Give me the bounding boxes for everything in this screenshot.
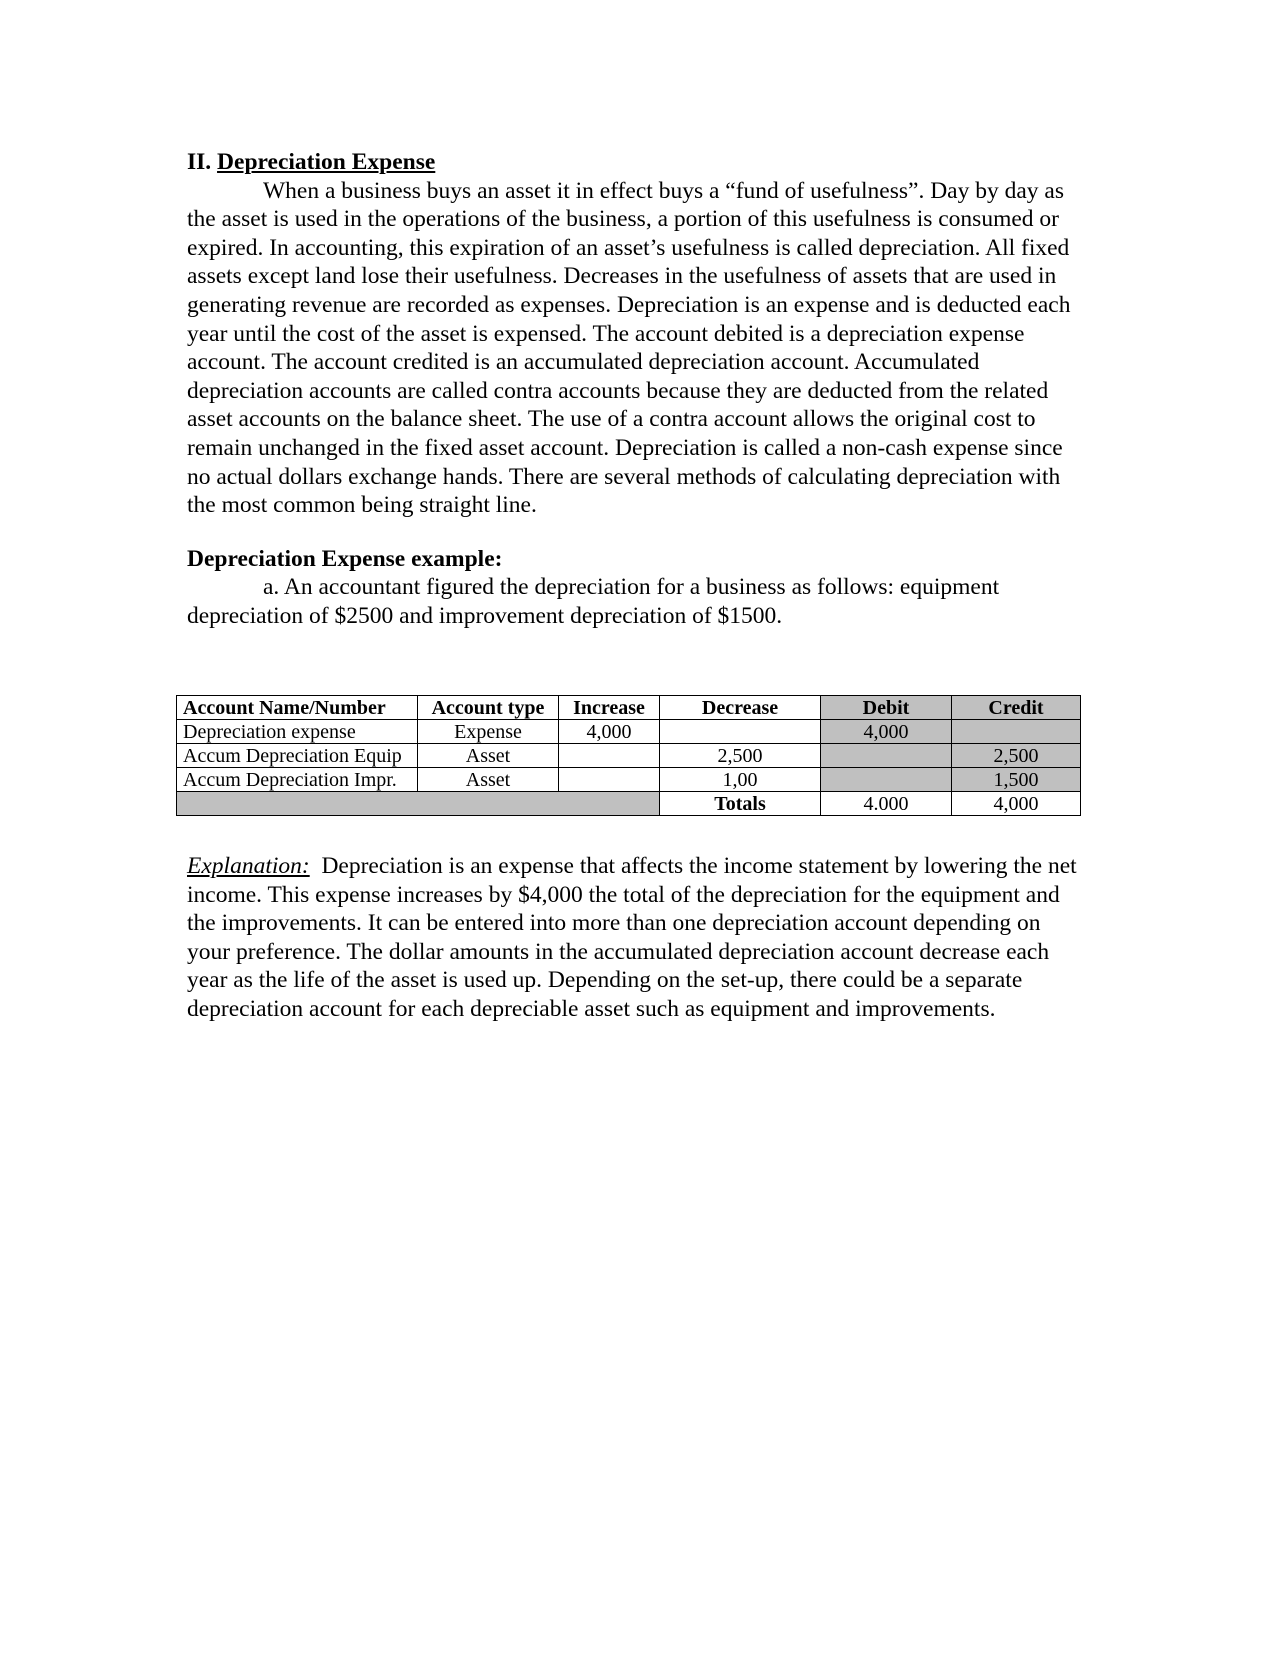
cell-credit [952, 720, 1081, 744]
totals-label: Totals [660, 792, 821, 816]
table-header-row [177, 696, 1081, 720]
totals-debit: 4.000 [821, 792, 952, 816]
section-number: II. [187, 149, 212, 175]
cell-increase [559, 768, 660, 792]
totals-credit: 4,000 [952, 792, 1081, 816]
cell-credit: 1,500 [952, 768, 1081, 792]
table-row [177, 744, 1081, 768]
section-title: Depreciation Expense [217, 149, 436, 175]
explanation-text: Depreciation is an expense that affects the income statement by lowering the net income. This expense increases by $4,000 the total of the depreciation for the equipment and the improvements. It can be entered into more than one depreciation account depending on your preference. The dollar amounts in the accumulated depreciation account decrease each year as the life of the asset is used up. Depending on the set-up, there could be a separate depreciation account for each depreciable asset such as equipment and improvements. [187, 853, 1077, 1022]
header-credit: Credit [952, 696, 1081, 720]
header-account-name: Account Name/Number [177, 696, 418, 720]
depreciation-table [176, 695, 1081, 816]
cell-increase: 4,000 [559, 720, 660, 744]
explanation-paragraph [187, 852, 1087, 1024]
section-heading [187, 148, 1087, 177]
table-totals-row [177, 792, 1081, 816]
cell-account-name: Depreciation expense [177, 720, 418, 744]
cell-credit: 2,500 [952, 744, 1081, 768]
cell-debit [821, 744, 952, 768]
header-increase: Increase [559, 696, 660, 720]
cell-account-type: Asset [418, 768, 559, 792]
cell-account-name: Accum Depreciation Equip [177, 744, 418, 768]
cell-decrease [660, 720, 821, 744]
example-title: Depreciation Expense example: [187, 545, 503, 572]
header-account-type: Account type [418, 696, 559, 720]
header-debit: Debit [821, 696, 952, 720]
cell-account-type: Asset [418, 744, 559, 768]
cell-decrease: 2,500 [660, 744, 821, 768]
cell-increase [559, 744, 660, 768]
section-body: When a business buys an asset it in effect buys a “fund of usefulness”. Day by day as the asset is used in the operations of the business, a portion of this usefulness is consumed or expired. In accounting, this expiration of an asset’s usefulness is called depreciation. All fixed assets except land lose their usefulness. Decreases in the usefulness of assets that are used in generating revenue are recorded as expenses. Depreciation is an expense and is deducted each year until the cost of the asset is expensed. The account debited is a depreciation expense account. The account credited is an accumulated depreciation account. Accumulated depreciation accounts are called contra accounts because they are deducted from the related asset accounts on the balance sheet. The use of a contra account allows the original cost to remain unchanged in the fixed asset account. Depreciation is called a non-cash expense since no actual dollars exchange hands. There are several methods of calculating depreciation with the most common being straight line. [187, 177, 1071, 519]
table-row [177, 720, 1081, 744]
explanation-block [187, 852, 1087, 1024]
cell-debit [821, 768, 952, 792]
header-decrease: Decrease [660, 696, 821, 720]
cell-account-name: Accum Depreciation Impr. [177, 768, 418, 792]
totals-blank-cell [177, 792, 660, 816]
cell-decrease: 1,00 [660, 768, 821, 792]
explanation-label: Explanation: [187, 853, 310, 879]
table-row [177, 768, 1081, 792]
cell-account-type: Expense [418, 720, 559, 744]
example-text: a. An accountant figured the depreciation for a business as follows: equipment depreciation of $2500 and improvement depreciation of $1500. [187, 574, 1000, 629]
document-page [187, 148, 1087, 631]
cell-debit: 4,000 [821, 720, 952, 744]
